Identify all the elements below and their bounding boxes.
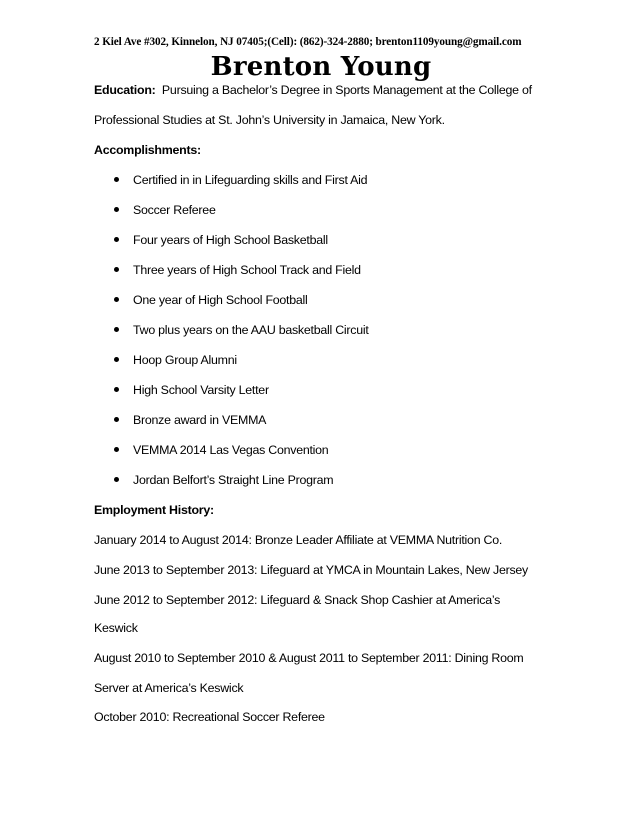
employment-line: Keswick [94,621,138,635]
employment-line: January 2014 to August 2014: Bronze Leader Affiliate at VEMMA Nutrition Co. [94,533,503,547]
employment-line: Server at America’s Keswick [94,681,244,695]
bullet-icon [114,447,119,452]
bullet-icon [114,477,119,482]
bullet-icon [114,267,119,272]
accomplishment-item [114,413,266,428]
education-line-2: Professional Studies at St. John’s University in Jamaica, New York. [94,113,445,127]
accomplishment-item [114,173,367,188]
bullet-icon [114,237,119,242]
accomplishment-item [114,263,361,278]
accomplishment-item [114,353,237,368]
employment-line: October 2010: Recreational Soccer Referee [94,710,325,724]
employment-line: August 2010 to September 2010 & August 2011 to September 2011: Dining Room [94,651,524,665]
bullet-icon [114,327,119,332]
education-label: Education: [94,83,156,97]
accomplishment-text: Four years of High School Basketball [133,233,328,247]
bullet-icon [114,357,119,362]
bullet-icon [114,177,119,182]
accomplishment-item [114,233,328,248]
accomplishment-text: Two plus years on the AAU basketball Circuit [133,323,369,337]
employment-heading: Employment History: [94,503,214,517]
bullet-icon [114,297,119,302]
accomplishment-item [114,323,369,338]
accomplishments-heading: Accomplishments: [94,143,201,157]
education-text-1: Pursuing a Bachelor’s Degree in Sports Management at the College of [161,83,532,97]
accomplishment-text: Bronze award in VEMMA [133,413,267,427]
accomplishment-text: Soccer Referee [133,203,216,217]
education-line-1 [94,83,564,98]
candidate-name [0,52,638,82]
candidate-name-text: Brenton Young [210,52,432,82]
accomplishment-item [114,203,216,218]
accomplishment-item [114,293,308,308]
contact-line: 2 Kiel Ave #302, Kinnelon, NJ 07405;(Cell): (862)-324-2880; brenton1109young@gmail.com [94,36,522,48]
bullet-icon [114,207,119,212]
accomplishment-text: High School Varsity Letter [133,383,269,397]
accomplishment-item [114,383,269,398]
accomplishment-item [114,473,333,488]
accomplishment-text: One year of High School Football [133,293,308,307]
employment-line: June 2013 to September 2013: Lifeguard at YMCA in Mountain Lakes, New Jersey [94,563,528,577]
bullet-icon [114,417,119,422]
bullet-icon [114,387,119,392]
accomplishment-text: Certified in in Lifeguarding skills and First Aid [133,173,368,187]
accomplishment-text: Three years of High School Track and Field [133,263,361,277]
employment-line: June 2012 to September 2012: Lifeguard & Snack Shop Cashier at America’s [94,593,501,607]
accomplishment-item [114,443,328,458]
accomplishment-text: VEMMA 2014 Las Vegas Convention [133,443,329,457]
accomplishment-text: Hoop Group Alumni [133,353,237,367]
accomplishment-text: Jordan Belfort’s Straight Line Program [133,473,334,487]
